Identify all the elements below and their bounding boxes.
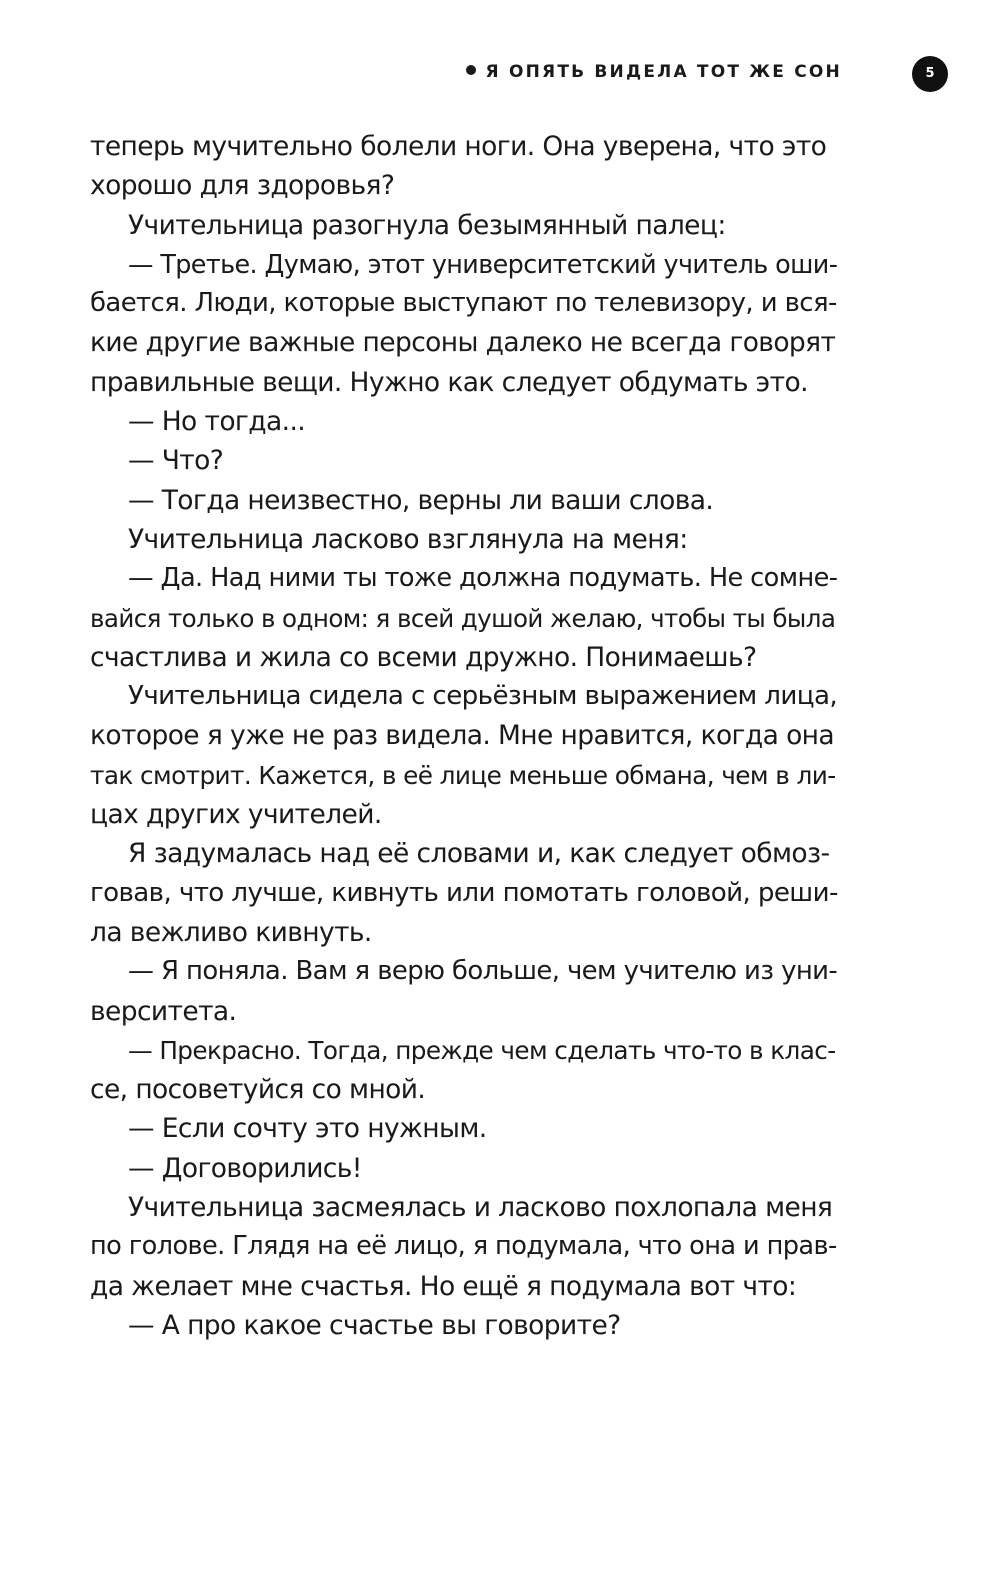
text-line: счастлива и жила со всеми дружно. Понимаешь? — [90, 641, 757, 673]
text-line: вайся только в одном: я всей душой желаю, чтобы ты была — [90, 603, 836, 633]
text-line: хорошо для здоровья? — [90, 170, 395, 202]
text-line: — Да. Над ними ты тоже должна подумать. Не сомне- — [128, 563, 838, 594]
text-line: говав, что лучше, кивнуть или помотать головой, реши- — [90, 877, 838, 908]
text-line: Учительница засмеялась и ласково похлопала меня — [128, 1192, 833, 1224]
text-line: — Но тогда... — [128, 406, 306, 438]
text-line: да желает мне счастья. Но ещё я подумала вот что: — [90, 1270, 797, 1302]
text-line: — Если сочту это нужным. — [128, 1113, 487, 1145]
page-number: 5 — [912, 56, 948, 92]
text-line: которое я уже не раз видела. Мне нравится, когда она — [90, 720, 835, 752]
text-line: — Тогда неизвестно, верны ли ваши слова. — [128, 484, 714, 516]
text-line: по голове. Глядя на её лицо, я подумала, что она и прав- — [90, 1231, 837, 1262]
text-line: — Я поняла. Вам я верю больше, чем учителю из уни- — [128, 956, 838, 987]
running-header — [0, 62, 842, 82]
text-line: Учительница ласково взглянула на меня: — [128, 523, 688, 555]
text-line: теперь мучительно болели ноги. Она уверена, что это — [90, 131, 827, 162]
text-line: правильные вещи. Нужно как следует обдумать это. — [90, 366, 808, 398]
text-line: так смотрит. Кажется, в её лице меньше обмана, чем в ли- — [90, 760, 836, 790]
text-line: Я задумалась над её словами и, как следует обмоз- — [128, 838, 830, 870]
text-line: — Прекрасно. Тогда, прежде чем сделать что-то в клас- — [128, 1035, 836, 1065]
text-line: — Договорились! — [128, 1152, 362, 1184]
text-line: бается. Люди, которые выступают по телевизору, и вся- — [90, 288, 837, 319]
text-line: ла вежливо кивнуть. — [90, 916, 372, 948]
body-text — [90, 127, 842, 1345]
text-line: се, посоветуйся со мной. — [90, 1074, 426, 1106]
text-line: Учительница сидела с серьёзным выражением лица, — [128, 681, 838, 712]
text-line: кие другие важные персоны далеко не всегда говорят — [90, 327, 836, 359]
text-line: верситета. — [90, 995, 237, 1027]
text-line: — Что? — [128, 445, 224, 477]
bullet-icon — [466, 65, 476, 75]
running-title: Я ОПЯТЬ ВИДЕЛА ТОТ ЖЕ СОН — [485, 62, 842, 82]
text-line: — Третье. Думаю, этот университетский учитель оши- — [128, 248, 838, 279]
text-line: цах других учителей. — [90, 799, 382, 831]
text-line: — А про какое счастье вы говорите? — [128, 1309, 621, 1341]
text-line: Учительница разогнула безымянный палец: — [128, 209, 726, 241]
